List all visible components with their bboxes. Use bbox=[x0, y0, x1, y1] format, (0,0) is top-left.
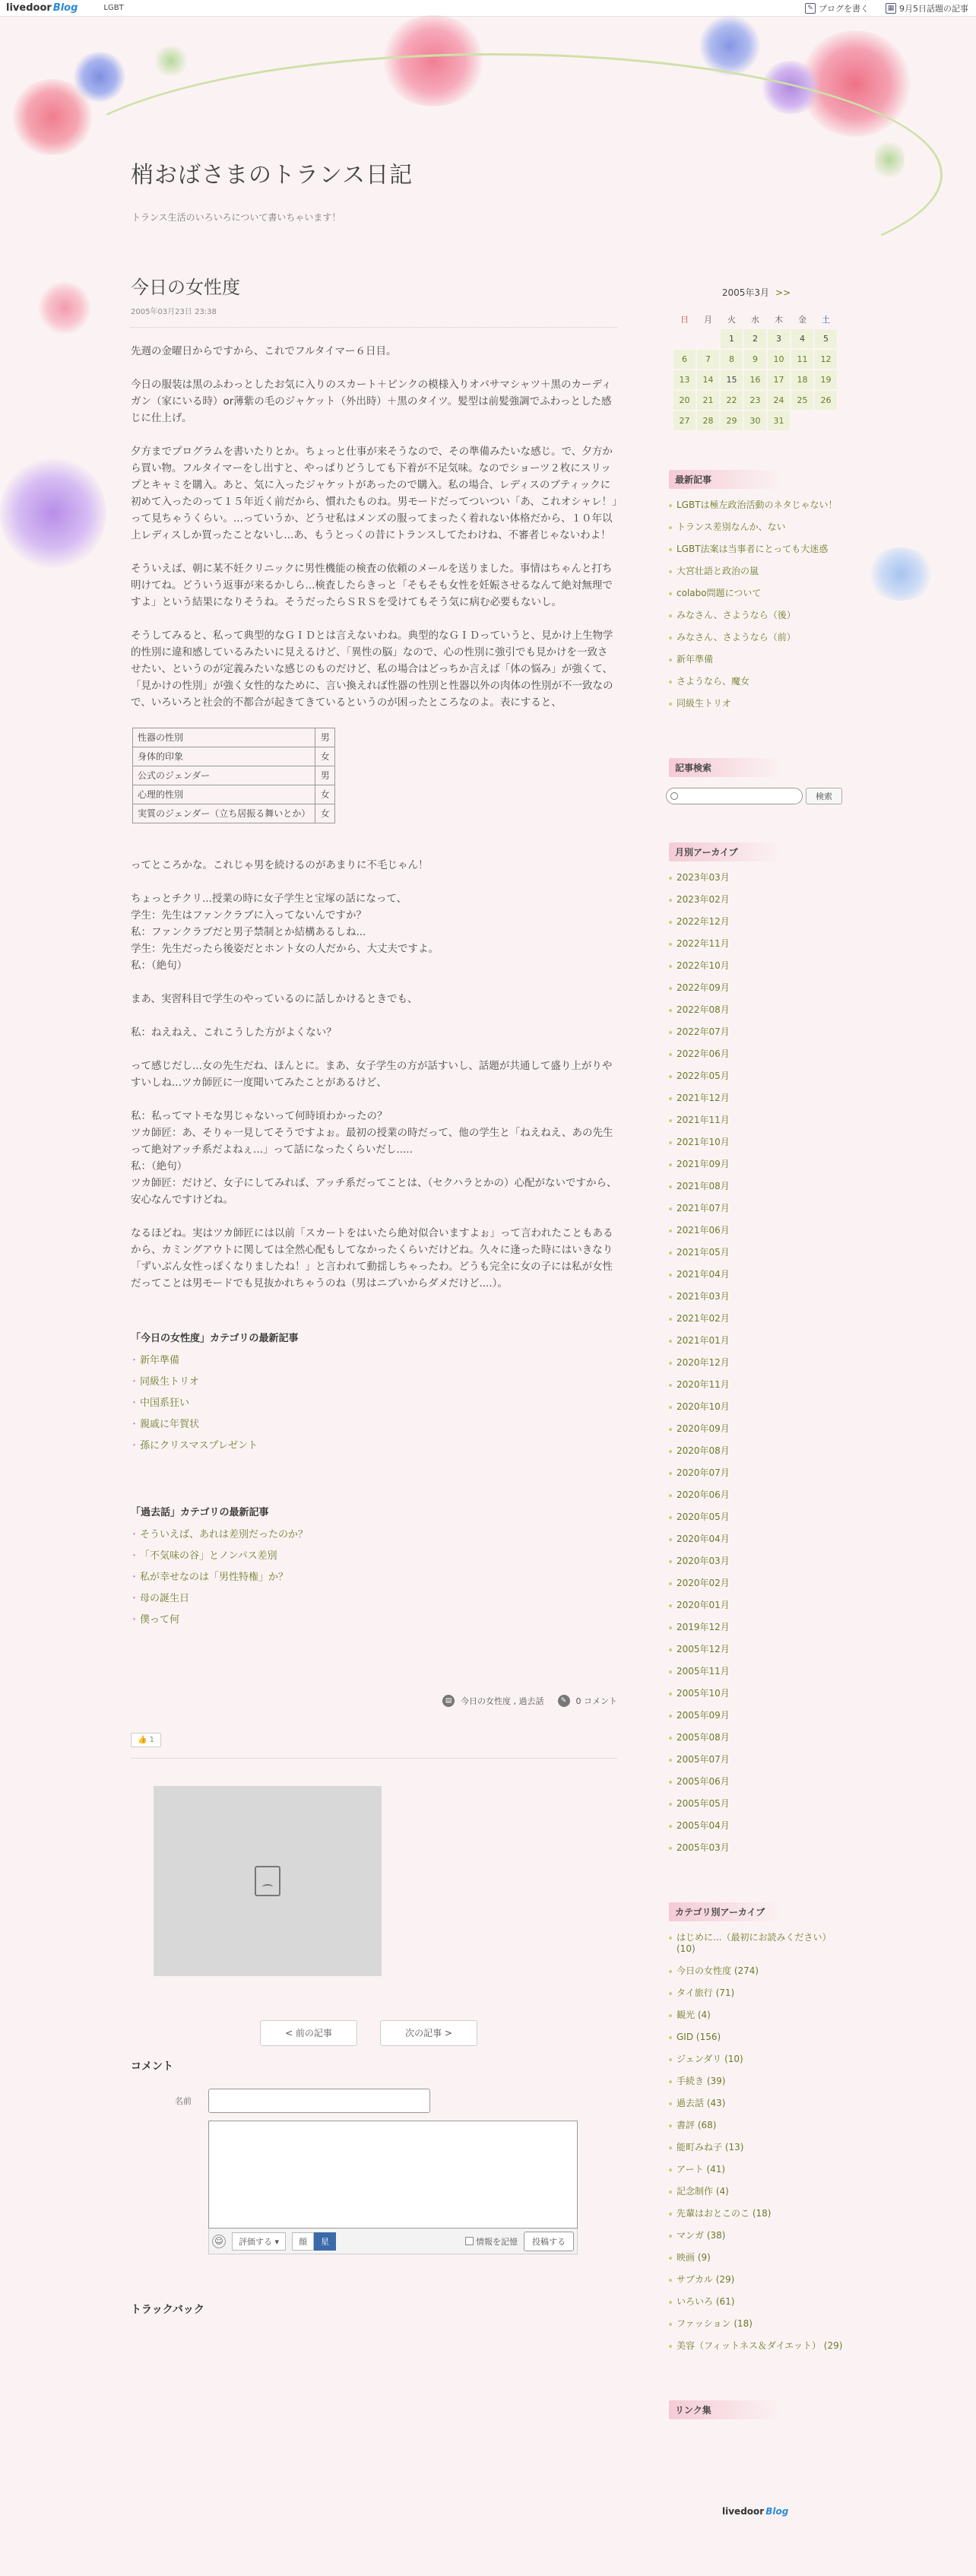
category-list bbox=[669, 1932, 844, 2362]
calendar-day-link[interactable]: 16 bbox=[744, 370, 766, 389]
archive-item[interactable]: 2021年09月 bbox=[669, 1159, 844, 1181]
archive-item[interactable]: 2022年12月 bbox=[669, 916, 844, 938]
table-cell-label: 性器の性別 bbox=[133, 728, 315, 747]
related-category-1 bbox=[131, 1330, 617, 1457]
archive-item[interactable]: 2020年01月 bbox=[669, 1600, 844, 1622]
calendar-day-link[interactable]: 17 bbox=[768, 370, 790, 389]
category-item[interactable]: はじめに...（最初にお読みください） (10) bbox=[669, 1932, 844, 1965]
calendar-weekdays: 日 月 火 水 木 金 土 bbox=[680, 315, 830, 325]
calendar-day-link[interactable]: 19 bbox=[815, 370, 837, 389]
related-heading: 「今日の女性度」カテゴリの最新記事 bbox=[131, 1333, 299, 1344]
blog-title[interactable]: 梢おばさまのトランス日記 bbox=[131, 162, 414, 189]
archive-item[interactable]: 2020年08月 bbox=[669, 1445, 844, 1467]
archive-item[interactable]: 2005年12月 bbox=[669, 1644, 844, 1666]
archive-item[interactable]: 2023年03月 bbox=[669, 872, 844, 894]
recent-item[interactable]: トランス差別なんか、ない bbox=[669, 522, 844, 544]
archive-item[interactable]: 2023年02月 bbox=[669, 894, 844, 916]
write-blog-link[interactable]: ✎ ブログを書く bbox=[805, 2, 869, 14]
archive-item[interactable]: 2021年05月 bbox=[669, 1247, 844, 1269]
calendar-day-link[interactable]: 26 bbox=[815, 391, 837, 410]
archive-item[interactable]: 2019年12月 bbox=[669, 1622, 844, 1644]
related-link[interactable]: ・ そういえば、あれは差別だったのか？ bbox=[131, 1524, 617, 1546]
archive-item[interactable]: 2021年06月 bbox=[669, 1225, 844, 1247]
comment-heading: コメント bbox=[131, 2060, 173, 2073]
calendar-day-link[interactable]: 28 bbox=[697, 411, 719, 430]
table-cell-label: 実質のジェンダー（立ち居振る舞いとか） bbox=[133, 804, 315, 823]
archive-heading: 月別アーカイブ bbox=[669, 842, 783, 861]
comment-toolbar bbox=[208, 2229, 578, 2254]
leaf-decoration bbox=[874, 137, 905, 182]
divider bbox=[131, 1758, 617, 1759]
archive-item[interactable]: 2022年07月 bbox=[669, 1026, 844, 1048]
article-title[interactable]: 今日の女性度 bbox=[131, 277, 240, 298]
links-heading: リンク集 bbox=[669, 2400, 783, 2419]
archive-item[interactable]: 2021年10月 bbox=[669, 1137, 844, 1159]
article-paragraph: 私：ねえねえ、これこうした方がよくない？ bbox=[131, 1026, 337, 1039]
related-link[interactable]: ・ 私が幸せなのは「男性特権」か？ bbox=[131, 1567, 617, 1588]
livedoor-topbar bbox=[0, 0, 976, 17]
article-paragraph: ってところかな。これじゃ男を続けるのがあまりに不毛じゃん！ bbox=[131, 859, 429, 871]
calendar-day-link[interactable]: 9 bbox=[744, 350, 766, 369]
article-paragraph: 今日の服装は黒のふわっとしたお気に入りのスカート＋ピンクの模様入りオバサマシャツ＋黒のカーディガン（家にいる時）or薄紫の毛のジャケット（外出時）＋黒のタイツ。髪型は前髪強調でふわっとした感じに仕上げ。 bbox=[131, 379, 612, 424]
calendar-next-link[interactable]: >> bbox=[775, 287, 791, 298]
archive-item[interactable]: 2020年11月 bbox=[669, 1379, 844, 1401]
leaf-decoration bbox=[152, 46, 190, 76]
recent-heading: 最新記事 bbox=[669, 470, 783, 489]
calendar-day-link[interactable]: 12 bbox=[815, 350, 837, 369]
calendar-day-link[interactable]: 29 bbox=[721, 411, 743, 430]
category-item[interactable]: 過去話 (43) bbox=[669, 2098, 844, 2120]
article-paragraph: ちょっとチクリ...授業の時に女子学生と宝塚の話になって、 学生：先生はファンクラブに入ってないんですか？ 私：ファンクラブだと男子禁制とか結構あるしね... 学生：先生だったら後姿だとホント女の人だから、大丈夫ですよ。 私：（絶句） bbox=[131, 893, 439, 972]
archive-item[interactable]: 2005年11月 bbox=[669, 1666, 844, 1688]
calendar-day-link[interactable]: 18 bbox=[791, 370, 813, 389]
comment-form bbox=[154, 2089, 617, 2254]
calendar-day-link[interactable]: 27 bbox=[673, 411, 696, 430]
archive-item[interactable]: 2022年09月 bbox=[669, 982, 844, 1004]
folder-icon: ▤ bbox=[442, 1695, 455, 1707]
archive-item[interactable]: 2005年04月 bbox=[669, 1820, 844, 1842]
calendar-day-link[interactable]: 7 bbox=[697, 350, 719, 369]
calendar-day-link[interactable]: 14 bbox=[697, 370, 719, 389]
table-cell-label: 身体的印象 bbox=[133, 747, 315, 766]
related-heading: 「過去話」カテゴリの最新記事 bbox=[131, 1507, 269, 1518]
table-cell-value: 女 bbox=[315, 804, 335, 823]
ad-placeholder[interactable] bbox=[154, 1786, 382, 1976]
category-item[interactable]: 書評 (68) bbox=[669, 2120, 844, 2142]
table-cell-label: 公式のジェンダー bbox=[133, 766, 315, 785]
article-paragraph: まあ、実習科目で学生のやっているのに話しかけるときでも、 bbox=[131, 993, 418, 1005]
related-link[interactable]: ・ 中国系狂い bbox=[131, 1393, 617, 1414]
category-item[interactable]: 能町みね子 (13) bbox=[669, 2142, 844, 2164]
archive-item[interactable]: 2020年03月 bbox=[669, 1556, 844, 1578]
submit-comment-button[interactable]: 投稿する bbox=[524, 2232, 574, 2251]
calendar-day-link[interactable]: 13 bbox=[673, 370, 696, 389]
calendar-day-link[interactable]: 8 bbox=[721, 350, 743, 369]
archive-item[interactable]: 2005年05月 bbox=[669, 1798, 844, 1820]
related-category-2 bbox=[131, 1504, 617, 1631]
flower-decoration bbox=[867, 547, 935, 601]
category-item[interactable]: ファッション (18) bbox=[669, 2318, 844, 2340]
article-date: 2005年03月23日 23:38 bbox=[131, 308, 217, 316]
flower-decoration bbox=[380, 15, 486, 106]
archive-item[interactable]: 2005年03月 bbox=[669, 1842, 844, 1864]
article-paragraph: 私：私ってマトモな男じゃないって何時頃わかったの？ ツカ師匠：あ、そりゃ一見してそうですよぉ。最初の授業の時だって、他の学生と「ねえねえ、あの先生って絶対アッチ系だよねぇ...」って話になったくらいだし..... 私：（絶句） ツカ師匠：だけど、女子にしてみれば、アッチ系だってことは、（セクハラとかの）心配がないですから、安心なんですけどね。 bbox=[131, 1110, 617, 1206]
emoji-icon[interactable]: ☺ bbox=[212, 2235, 226, 2248]
archive-item[interactable]: 2021年02月 bbox=[669, 1313, 844, 1335]
table-cell-value: 男 bbox=[315, 728, 335, 747]
trackback-heading: トラックバック bbox=[131, 2304, 204, 2316]
calendar-icon: ▦ bbox=[886, 3, 896, 14]
flower-decoration bbox=[38, 281, 91, 335]
recent-item[interactable]: 同級生トリオ bbox=[669, 698, 844, 720]
topic-articles-link[interactable]: ▦ 9月5日話題の記事 bbox=[886, 2, 968, 14]
archive-item[interactable]: 2022年06月 bbox=[669, 1048, 844, 1071]
archive-item[interactable]: 2021年03月 bbox=[669, 1291, 844, 1313]
table-row bbox=[133, 766, 335, 785]
archive-item[interactable]: 2020年02月 bbox=[669, 1578, 844, 1600]
gender-table bbox=[132, 728, 335, 823]
recent-item[interactable]: みなさん、さようなら（後） bbox=[669, 610, 844, 632]
related-link[interactable]: ・ 親戚に年賀状 bbox=[131, 1414, 617, 1436]
category-heading: カテゴリ別アーカイブ bbox=[669, 1902, 783, 1921]
search-box bbox=[666, 788, 844, 804]
like-button[interactable]: 👍 1 bbox=[131, 1733, 161, 1747]
archive-item[interactable]: 2021年01月 bbox=[669, 1335, 844, 1357]
category-item[interactable]: ジェンダリ (10) bbox=[669, 2054, 844, 2076]
archive-item[interactable]: 2021年11月 bbox=[669, 1115, 844, 1137]
category-item[interactable]: アート (41) bbox=[669, 2164, 844, 2186]
archive-item[interactable]: 2022年10月 bbox=[669, 960, 844, 982]
calendar-week: 13 14 15 16 17 18 19 bbox=[673, 370, 837, 389]
archive-item[interactable]: 2020年12月 bbox=[669, 1357, 844, 1379]
archive-item[interactable]: 2005年07月 bbox=[669, 1754, 844, 1776]
related-link[interactable]: ・ 同級生トリオ bbox=[131, 1372, 617, 1393]
category-item[interactable]: いろいろ (61) bbox=[669, 2296, 844, 2318]
flower-decoration bbox=[0, 456, 106, 570]
recent-item[interactable]: さようなら、魔女 bbox=[669, 676, 844, 698]
article-paragraph: そうしてみると、私って典型的なＧＩＤとは言えないわね。典型的なＧＩＤっていうと、見かけ上生物学的性別に違和感しているみたいに見えるけど、「異性の脳」なので、心の性別に強引でも見かけを一致させたい、というのが定義みたいな感じのものだけど、私の場合はどっちか言えば「体の悩み」が強くて、「見かけの性別」が強く女性的なために、言い換えれば性器の性別と性器以外の肉体の性別が不一致なので、いろいろと社会的不都合が起きてきているというのが困ったところなのよ。表にすると、 bbox=[131, 630, 613, 709]
category-item[interactable]: GID (156) bbox=[669, 2032, 844, 2054]
flower-decoration bbox=[699, 15, 760, 76]
recent-list bbox=[669, 500, 844, 720]
table-cell-label: 心理的性別 bbox=[133, 785, 315, 804]
divider bbox=[131, 327, 617, 328]
calendar-day-link[interactable]: 25 bbox=[791, 391, 813, 410]
calendar-day-link[interactable]: 23 bbox=[744, 391, 766, 410]
remember-checkbox[interactable]: 情報を記憶 bbox=[465, 2235, 518, 2248]
post-comments-link[interactable]: 0 コメント bbox=[575, 1696, 617, 1706]
category-item[interactable]: 記念制作 (4) bbox=[669, 2186, 844, 2208]
prev-article-button[interactable]: < 前の記事 bbox=[260, 2020, 357, 2046]
broken-image-icon bbox=[255, 1866, 280, 1896]
calendar-title: 2005年3月 >> bbox=[721, 287, 791, 298]
footer-livedoor-logo[interactable]: livedoor Blog bbox=[722, 2506, 789, 2517]
category-item[interactable]: 手続き (39) bbox=[669, 2076, 844, 2098]
calendar-day-link[interactable]: 22 bbox=[721, 391, 743, 410]
pencil-icon: ✎ bbox=[805, 3, 816, 14]
related-link[interactable]: ・ 新年準備 bbox=[131, 1350, 617, 1372]
recent-item[interactable]: 大宮壮語と政治の嵐 bbox=[669, 566, 844, 588]
search-heading: 記事検索 bbox=[669, 758, 783, 777]
category-item[interactable]: 美容（フィットネス＆ダイエット） (29) bbox=[669, 2340, 844, 2362]
toggle-star-button[interactable]: 星 bbox=[314, 2232, 336, 2251]
calendar-day-link[interactable]: 24 bbox=[768, 391, 790, 410]
archive-item[interactable]: 2005年08月 bbox=[669, 1732, 844, 1754]
article-paragraph: そういえば、朝に某不妊クリニックに男性機能の検査の依頼のメールを送りました。事情はちゃんと打ち明けてね。どういう返事が来るかしら...検査したらきっと「そもそも女性を妊娠させるなんて絶対無理ですよ」という結果になりそうね。そうだったらＳＲＳを受けてもそう気に病む必要もないし。 bbox=[131, 563, 613, 608]
category-item[interactable]: 今日の女性度 (274) bbox=[669, 1965, 844, 1988]
flower-decoration bbox=[73, 52, 126, 102]
blog-description: トランス生活のいろいろについて書いちゃいます！ bbox=[132, 212, 341, 223]
recent-item[interactable]: 新年準備 bbox=[669, 654, 844, 676]
archive-item[interactable]: 2020年07月 bbox=[669, 1467, 844, 1489]
table-row bbox=[133, 804, 335, 823]
category-item[interactable]: 先輩はおとこのこ (18) bbox=[669, 2208, 844, 2230]
calendar-day-link[interactable]: 20 bbox=[673, 391, 696, 410]
recent-item[interactable]: みなさん、さようなら（前） bbox=[669, 632, 844, 654]
post-categories-link[interactable]: 今日の女性度 , 過去話 bbox=[461, 1696, 544, 1706]
rating-toggle bbox=[292, 2232, 336, 2251]
flower-decoration bbox=[760, 61, 821, 114]
search-button[interactable]: 検索 bbox=[806, 788, 842, 804]
comment-icon: ✎ bbox=[558, 1695, 570, 1707]
archive-item[interactable]: 2021年04月 bbox=[669, 1269, 844, 1291]
livedoor-logo[interactable]: livedoor Blog bbox=[6, 2, 78, 14]
article-paragraph: 先週の金曜日からですから、これでフルタイマー６日目。 bbox=[131, 345, 397, 357]
article-paragraph: 夕方までプログラムを書いたりとか。ちょっと仕事が来そうなので、その準備みたいな感じ。で、夕方から買い物。フルタイマーをし出すと、やっぱりどうしても下着が不足気味。なのでショーツ２枚にスリップとキャミを購入。あと、気に入ったジャケットがあったので購入。私の場合、レディスのブティックに初めて入ったのって１５年近く前だから、慣れたものね。男モードだってついつい「あ、これオシャレ！」って見ちゃうくらい。...っていうか、どうせ私はメンズの服ってまったく着れない体格だから、１０年以上レディスしか買ったことないし...あ、もうとっくの昔にトランスしてたわけね、不審者じゃないわよ！ bbox=[131, 446, 617, 541]
table-cell-value: 女 bbox=[315, 747, 335, 766]
next-article-button[interactable]: 次の記事 > bbox=[380, 2020, 477, 2046]
archive-item[interactable]: 2020年09月 bbox=[669, 1423, 844, 1445]
flower-decoration bbox=[11, 79, 94, 155]
main-column bbox=[131, 272, 617, 2317]
name-label: 名前 bbox=[175, 2096, 192, 2106]
article-pager bbox=[131, 2020, 617, 2046]
archive-item[interactable]: 2021年12月 bbox=[669, 1093, 844, 1115]
related-link[interactable]: ・ 孫にクリスマスプレゼント bbox=[131, 1436, 617, 1457]
calendar-week bbox=[673, 350, 837, 369]
recent-item[interactable]: colabo問題について bbox=[669, 588, 844, 610]
calendar-week bbox=[673, 411, 837, 430]
archive-item[interactable]: 2005年09月 bbox=[669, 1710, 844, 1732]
article-paragraph: って感じだし...女の先生だね、ほんとに。まあ、女子学生の方が話すいし、話題が共通して盛り上がりやすいしね...ツカ師匠に一度聞いてみたことがあるけど、 bbox=[131, 1060, 613, 1089]
category-item[interactable]: 観光 (4) bbox=[669, 2010, 844, 2032]
table-row bbox=[133, 747, 335, 766]
archive-item[interactable]: 2020年06月 bbox=[669, 1489, 844, 1512]
calendar-day-link[interactable]: 6 bbox=[673, 350, 696, 369]
comment-textarea[interactable] bbox=[208, 2121, 578, 2229]
table-row bbox=[133, 785, 335, 804]
calendar-day-link[interactable]: 21 bbox=[697, 391, 719, 410]
category-item[interactable]: サブカル (29) bbox=[669, 2274, 844, 2296]
archive-item[interactable]: 2005年10月 bbox=[669, 1688, 844, 1710]
calendar bbox=[672, 309, 838, 432]
flower-decoration bbox=[798, 30, 912, 137]
archive-item[interactable]: 2022年08月 bbox=[669, 1004, 844, 1026]
archive-item[interactable]: 2020年04月 bbox=[669, 1534, 844, 1556]
article-paragraph: なるほどね。実はツカ師匠には以前「スカートをはいたら絶対似合いますよぉ」って言われたこともあるから、カミングアウトに関しては全然心配もしてなかったくらいだけどね。久々に逢った時にはいきなり「ずいぶん女性っぽくなりましたね！」と言われて動揺しちゃったわ。どうも完全に女の子には私が女性だってことは男モードでも見抜かれちゃうのね（男はニブいからダメだけど....）。 bbox=[131, 1227, 613, 1290]
archive-item[interactable]: 2005年06月 bbox=[669, 1776, 844, 1798]
archive-item[interactable]: 2022年05月 bbox=[669, 1071, 844, 1093]
rate-select[interactable]: 評価する ▾ bbox=[232, 2232, 286, 2251]
calendar-day-link[interactable]: 31 bbox=[768, 411, 790, 430]
calendar-day-link[interactable]: 30 bbox=[744, 411, 766, 430]
archive-item[interactable]: 2020年05月 bbox=[669, 1512, 844, 1534]
calendar-week bbox=[673, 391, 837, 410]
category-item[interactable]: タイ旅行 (71) bbox=[669, 1988, 844, 2010]
category-item[interactable]: 映画 (9) bbox=[669, 2252, 844, 2274]
recent-item[interactable]: LGBTは極左政治活動のネタじゃない！ bbox=[669, 500, 844, 522]
search-input[interactable] bbox=[666, 788, 803, 804]
calendar-day-link[interactable]: 10 bbox=[768, 350, 790, 369]
related-link[interactable]: ・ 僕って何 bbox=[131, 1610, 617, 1631]
checkbox-icon bbox=[465, 2237, 474, 2245]
calendar-day-link[interactable]: 11 bbox=[791, 350, 813, 369]
calendar-week: 1 2 3 4 5 bbox=[673, 329, 837, 348]
archive-item[interactable]: 2022年11月 bbox=[669, 938, 844, 960]
table-row bbox=[133, 728, 335, 747]
post-footer bbox=[131, 1695, 617, 1707]
archive-list bbox=[669, 872, 844, 1864]
archive-item[interactable]: 2021年08月 bbox=[669, 1181, 844, 1203]
table-cell-value: 女 bbox=[315, 785, 335, 804]
archive-item[interactable]: 2021年07月 bbox=[669, 1203, 844, 1225]
nav-lgbt-link[interactable]: LGBT bbox=[103, 4, 124, 12]
category-item[interactable]: マンガ (38) bbox=[669, 2230, 844, 2252]
name-input[interactable] bbox=[208, 2089, 430, 2113]
archive-item[interactable]: 2020年10月 bbox=[669, 1401, 844, 1423]
related-link[interactable]: ・ 「不気味の谷」とノンパス差別 bbox=[131, 1546, 617, 1567]
sidebar bbox=[669, 286, 844, 2430]
related-link[interactable]: ・ 母の誕生日 bbox=[131, 1588, 617, 1610]
article-body bbox=[131, 343, 617, 1292]
table-cell-value: 男 bbox=[315, 766, 335, 785]
recent-item[interactable]: LGBT法案は当事者にとっても大迷惑 bbox=[669, 544, 844, 566]
toggle-face-button[interactable]: 顔 bbox=[292, 2232, 314, 2251]
